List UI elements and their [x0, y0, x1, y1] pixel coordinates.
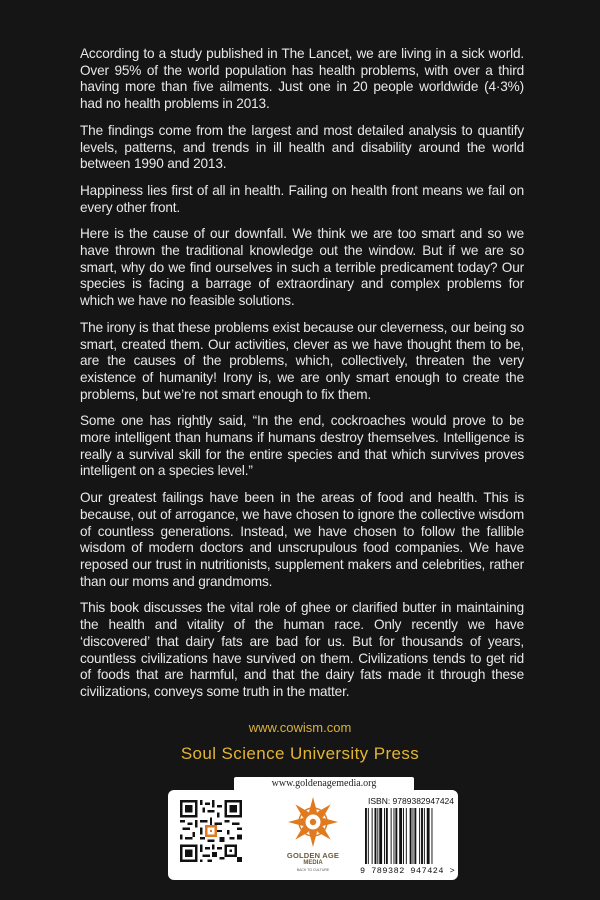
- logo-tagline: BACK TO CULTURE: [296, 868, 330, 872]
- logo-sub: MEDIA: [303, 860, 323, 866]
- qr-code-icon[interactable]: [180, 800, 242, 862]
- website-link[interactable]: www.cowism.com: [248, 720, 352, 735]
- blurb-text: [80, 46, 524, 711]
- blurb-paragraph-2: The findings come from the largest and most detailed analysis to quantify levels, patterns, and trends in ill health and disability around the world between 1990 and 2013.: [80, 122, 524, 172]
- barcode-panel: [168, 790, 458, 880]
- chakra-logo-icon: [286, 794, 340, 850]
- golden-age-media-logo: [286, 794, 340, 878]
- blurb-paragraph-5: The irony is that these problems exist because our cleverness, our being so smart, created them. Our activities, clever as we have thought them to be, are the causes of the problems, which, collectively, threaten the very existence of humanity! Irony is, we are only smart enough to create the problems, but we’re not smart enough to fix them.: [80, 319, 524, 402]
- isbn-label: ISBN: 9789382947424: [368, 796, 455, 806]
- blurb-paragraph-7: Our greatest failings have been in the areas of food and health. This is because, out of arrogance, we have chosen to ignore the collective wisdom of countless generations. Instead, we have chosen to follow the fallible wisdom of modern doctors and unscrupulous food companies. We have reposed our trust in nutritionists, supplement makers and celebrities, rather than our moms and grandmoms.: [80, 490, 524, 589]
- blurb-paragraph-1: According to a study published in The Lancet, we are living in a sick world. Over 95% of the world population has health problems, with over a third having more than five ailments. Just one in 20 people worldwide (4·3%) had no health problems in 2013.: [80, 46, 524, 112]
- isbn-digits: 9 789382 947424 >: [360, 866, 456, 876]
- publisher-name: Soul Science University Press: [180, 744, 420, 763]
- publisher-url[interactable]: www.goldenagemedia.org: [234, 777, 414, 791]
- blurb-paragraph-3: Happiness lies first of all in health. Failing on health front means we fail on every other front.: [80, 182, 524, 215]
- logo-name: GOLDEN AGE: [286, 851, 340, 860]
- blurb-paragraph-8: This book discusses the vital role of ghee or clarified butter in maintaining the health and vitality of the human race. Only recently we have ‘discovered’ that dairy fats are bad for us. But for thousands of years, countless civilizations have survived on them. Civilizations tends to get rid of foods that are harmful, and that the dairy fats made it through these civilizations, conveys some truth in the matter.: [80, 600, 524, 699]
- blurb-paragraph-4: Here is the cause of our downfall. We think we are too smart and so we have thrown the traditional knowledge out the window. But if we are so smart, why do we find ourselves in such a terrible predicament today? Our species is facing a barrage of extraordinary and complex problems for which we have no feasible solutions.: [80, 226, 524, 309]
- blurb-paragraph-6: Some one has rightly said, “In the end, cockroaches would prove to be more intelligent than humans if humans destroy themselves. Intelligence is really a survival skill for the entire species and that which survives proves intelligent on a species level.”: [80, 413, 524, 479]
- barcode-icon: [364, 808, 452, 864]
